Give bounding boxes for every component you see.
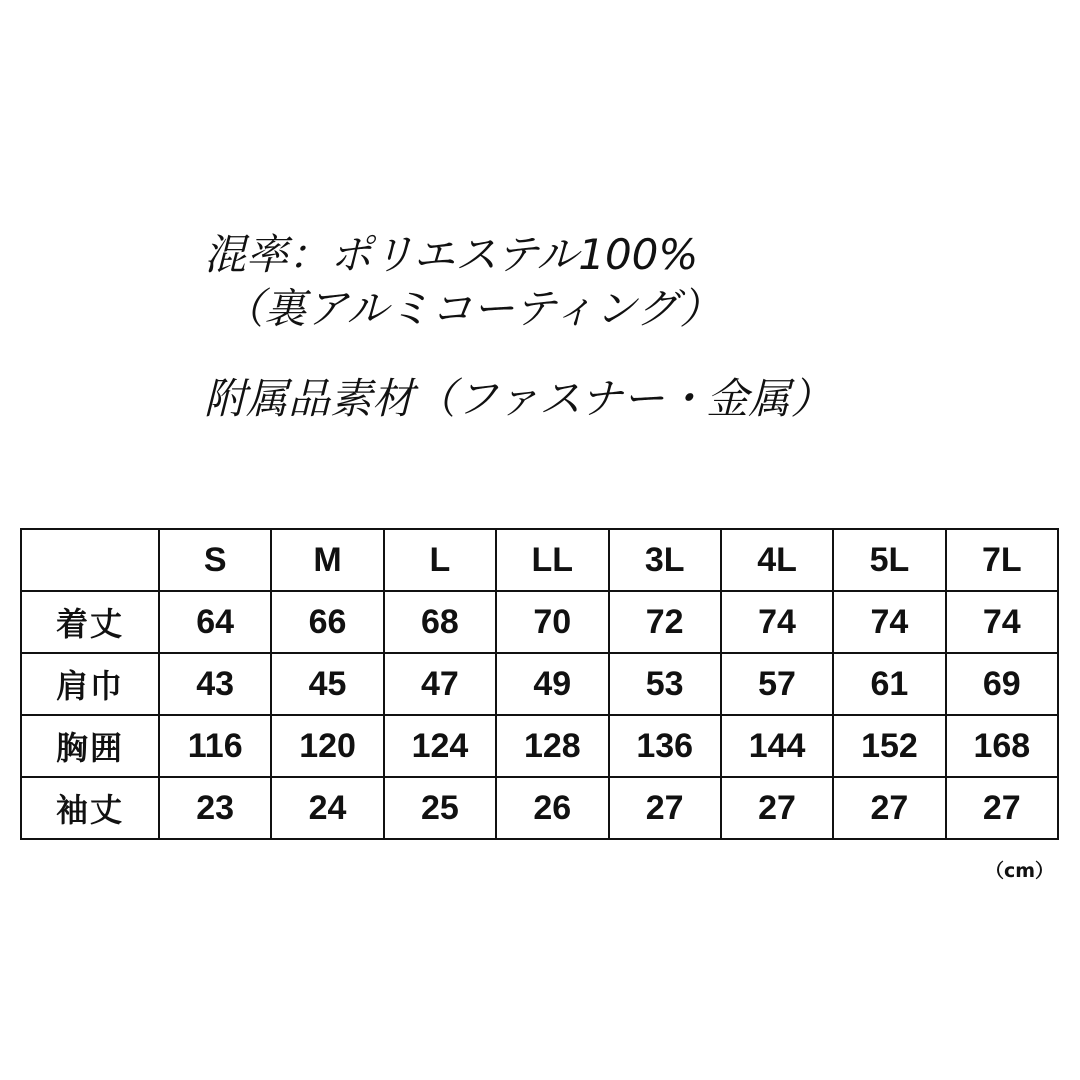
table-cell: 27 bbox=[833, 777, 945, 839]
row-label-shoulder: 肩巾 bbox=[21, 653, 159, 715]
material-line-1: 混率：ポリエステル100% bbox=[204, 230, 699, 279]
table-cell: 69 bbox=[946, 653, 1058, 715]
table-row bbox=[21, 653, 1058, 715]
table-cell: 116 bbox=[159, 715, 271, 777]
size-table bbox=[20, 528, 1059, 840]
row-label-chest: 胸囲 bbox=[21, 715, 159, 777]
table-cell: 23 bbox=[159, 777, 271, 839]
table-row bbox=[21, 591, 1058, 653]
table-cell: 66 bbox=[271, 591, 383, 653]
table-cell: 57 bbox=[721, 653, 833, 715]
size-header-cell: 4L bbox=[721, 529, 833, 591]
table-row bbox=[21, 715, 1058, 777]
table-cell: 27 bbox=[946, 777, 1058, 839]
size-header-cell: 5L bbox=[833, 529, 945, 591]
size-header-cell: 7L bbox=[946, 529, 1058, 591]
corner-cell bbox=[21, 529, 159, 591]
table-cell: 124 bbox=[384, 715, 496, 777]
table-cell: 128 bbox=[496, 715, 608, 777]
row-label-length: 着丈 bbox=[21, 591, 159, 653]
table-cell: 70 bbox=[496, 591, 608, 653]
table-cell: 26 bbox=[496, 777, 608, 839]
table-cell: 72 bbox=[609, 591, 721, 653]
table-cell: 53 bbox=[609, 653, 721, 715]
table-cell: 64 bbox=[159, 591, 271, 653]
table-cell: 45 bbox=[271, 653, 383, 715]
table-cell: 68 bbox=[384, 591, 496, 653]
size-header-cell: S bbox=[159, 529, 271, 591]
table-cell: 61 bbox=[833, 653, 945, 715]
table-cell: 152 bbox=[833, 715, 945, 777]
unit-label: （cm） bbox=[984, 860, 1054, 882]
table-cell: 47 bbox=[384, 653, 496, 715]
table-cell: 24 bbox=[271, 777, 383, 839]
size-header-cell: 3L bbox=[609, 529, 721, 591]
accessory-material: 附属品素材（ファスナー・金属） bbox=[204, 374, 833, 423]
table-cell: 74 bbox=[946, 591, 1058, 653]
table-cell: 136 bbox=[609, 715, 721, 777]
table-cell: 74 bbox=[833, 591, 945, 653]
table-cell: 120 bbox=[271, 715, 383, 777]
table-cell: 27 bbox=[721, 777, 833, 839]
size-header-cell: L bbox=[384, 529, 496, 591]
table-cell: 144 bbox=[721, 715, 833, 777]
table-cell: 43 bbox=[159, 653, 271, 715]
table-row bbox=[21, 777, 1058, 839]
material-composition bbox=[204, 228, 721, 336]
size-header-cell: M bbox=[271, 529, 383, 591]
table-cell: 168 bbox=[946, 715, 1058, 777]
table-cell: 25 bbox=[384, 777, 496, 839]
table-cell: 27 bbox=[609, 777, 721, 839]
size-header-cell: LL bbox=[496, 529, 608, 591]
size-header-row bbox=[21, 529, 1058, 591]
table-cell: 74 bbox=[721, 591, 833, 653]
material-line-2: （裏アルミコーティング） bbox=[222, 284, 722, 333]
row-label-sleeve: 袖丈 bbox=[21, 777, 159, 839]
table-cell: 49 bbox=[496, 653, 608, 715]
